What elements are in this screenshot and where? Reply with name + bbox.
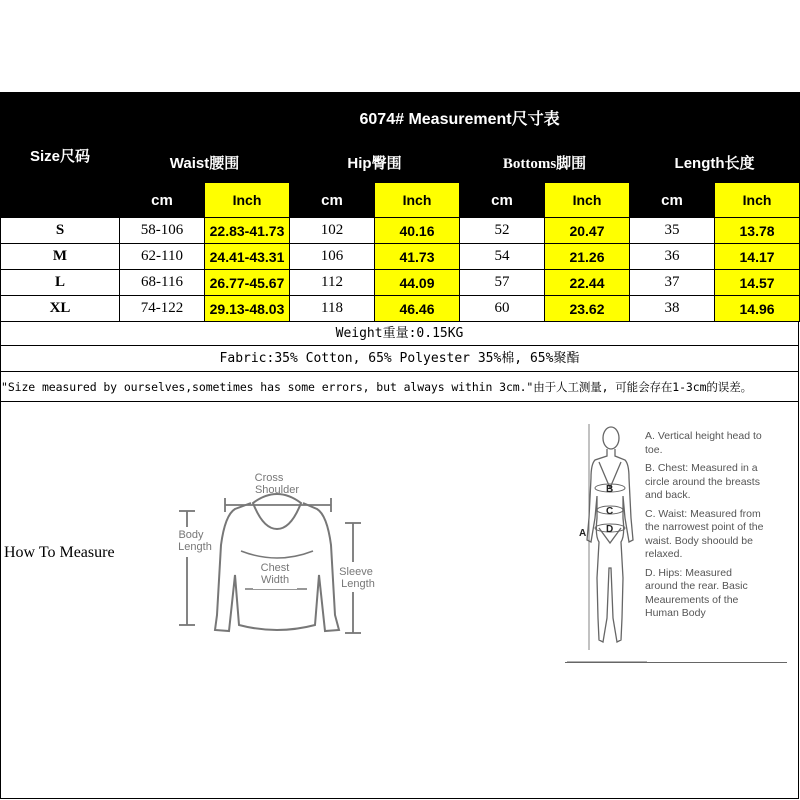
bottoms-inch-cell: 20.47 (545, 218, 630, 244)
unit-cm: cm (120, 183, 205, 218)
unit-inch: Inch (205, 183, 290, 218)
length-header: Length长度 (630, 143, 800, 183)
unit-cm: cm (630, 183, 715, 218)
hip-inch-cell: 46.46 (375, 296, 460, 322)
waist-inch-cell: 24.41-43.31 (205, 244, 290, 270)
hip-header: Hip臀围 (290, 143, 460, 183)
size-cell: S (1, 218, 120, 244)
bottoms-header: Bottoms脚围 (460, 143, 630, 183)
size-cell: L (1, 270, 120, 296)
hip-inch-cell: 44.09 (375, 270, 460, 296)
cross-shoulder-label-line1: Cross (254, 472, 284, 484)
marker-b: B (606, 484, 614, 495)
legend-c: C. Waist: Measured from the narrowest point of the waist. Body shoould be relaxed. (645, 507, 764, 560)
waist-inch-cell: 22.83-41.73 (205, 218, 290, 244)
unit-cm: cm (460, 183, 545, 218)
bottoms-inch-cell: 23.62 (545, 296, 630, 322)
body-figure-diagram (565, 418, 647, 668)
hip-inch-cell: 40.16 (375, 218, 460, 244)
sweater-diagram (165, 465, 385, 650)
bottoms-cm-cell: 60 (460, 296, 545, 322)
size-table (0, 92, 800, 322)
hip-cm-cell: 102 (290, 218, 375, 244)
how-to-measure-label: How To Measure (4, 544, 115, 561)
chest-width-label-line1: Chest (260, 562, 290, 574)
chest-width-label-line2: Width (260, 574, 290, 586)
table-row (1, 270, 800, 296)
unit-cm: cm (290, 183, 375, 218)
bottoms-inch-cell: 21.26 (545, 244, 630, 270)
waist-cm-cell: 62-110 (120, 244, 205, 270)
legend-a: A. Vertical height head to toe. (645, 430, 762, 456)
legend-b: B. Chest: Measured in a circle around the breasts and back. (645, 462, 760, 501)
table-title: 6074# Measurement尺寸表 (120, 93, 800, 143)
length-cm-cell: 37 (630, 270, 715, 296)
waist-cm-cell: 68-116 (120, 270, 205, 296)
waist-inch-cell: 29.13-48.03 (205, 296, 290, 322)
marker-c: C (606, 506, 614, 517)
table-row (1, 296, 800, 322)
sleeve-length-label-line1: Sleeve (339, 566, 373, 578)
waist-inch-cell: 26.77-45.67 (205, 270, 290, 296)
diagram-baseline (565, 662, 787, 663)
table-row (1, 218, 800, 244)
length-inch-cell: 14.96 (715, 296, 800, 322)
waist-cm-cell: 74-122 (120, 296, 205, 322)
hip-inch-cell: 41.73 (375, 244, 460, 270)
fabric-note: Fabric:35% Cotton, 65% Polyester 35%棉, 65%聚酯 (0, 346, 799, 372)
length-inch-cell: 14.17 (715, 244, 800, 270)
size-header: Size尺码 (1, 93, 120, 218)
bottoms-cm-cell: 54 (460, 244, 545, 270)
unit-inch: Inch (375, 183, 460, 218)
length-cm-cell: 38 (630, 296, 715, 322)
length-cm-cell: 35 (630, 218, 715, 244)
bottoms-inch-cell: 22.44 (545, 270, 630, 296)
hip-cm-cell: 112 (290, 270, 375, 296)
length-inch-cell: 14.57 (715, 270, 800, 296)
length-inch-cell: 13.78 (715, 218, 800, 244)
size-cell: M (1, 244, 120, 270)
unit-inch: Inch (545, 183, 630, 218)
waist-header: Waist腰围 (120, 143, 290, 183)
body-length-label-line1: Body (178, 529, 204, 541)
size-cell: XL (1, 296, 120, 322)
length-cm-cell: 36 (630, 244, 715, 270)
sleeve-length-label-line2: Length (341, 578, 375, 590)
hip-cm-cell: 118 (290, 296, 375, 322)
disclaimer-note: "Size measured by ourselves,sometimes has some errors, but always within 3cm."由于人工测量, 可能会存在1-3cm的误差。 (0, 372, 799, 402)
marker-d: D (606, 524, 614, 535)
table-row (1, 244, 800, 270)
waist-cm-cell: 58-106 (120, 218, 205, 244)
bottoms-cm-cell: 52 (460, 218, 545, 244)
figure-body (587, 449, 633, 642)
weight-note: Weight重量:0.15KG (0, 322, 799, 346)
hip-cm-cell: 106 (290, 244, 375, 270)
bottoms-cm-cell: 57 (460, 270, 545, 296)
cross-shoulder-label-line2: Shoulder (254, 484, 300, 496)
sweater-collar (253, 494, 301, 529)
body-legend (645, 430, 765, 626)
body-length-label-line2: Length (178, 541, 212, 553)
legend-d: D. Hips: Measured around the rear. Basic Meaurements of the Human Body (645, 566, 748, 619)
unit-inch: Inch (715, 183, 800, 218)
marker-a: A (579, 528, 587, 539)
figure-head (603, 427, 619, 449)
sweater-chest-line (241, 551, 313, 558)
